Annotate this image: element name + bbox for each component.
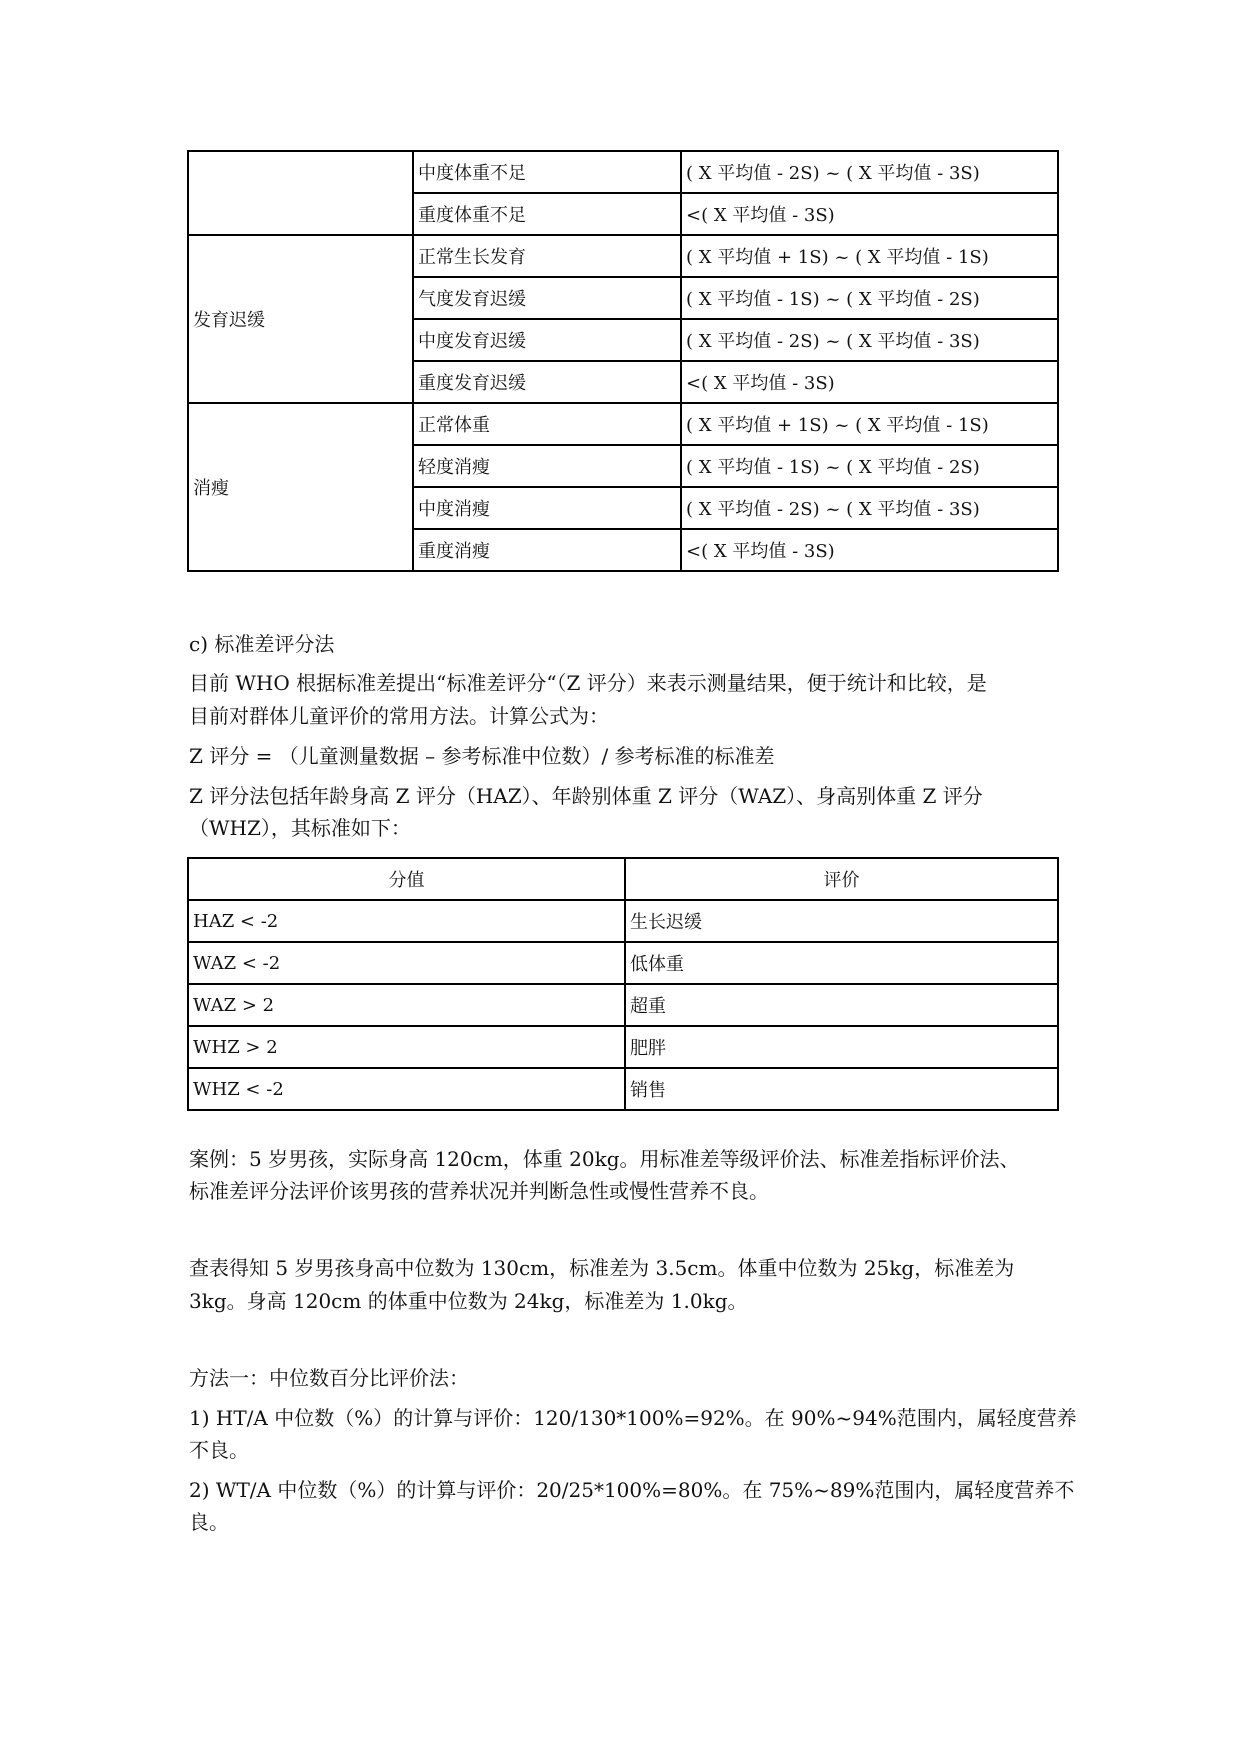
evaluation-cell: 销售 [625,1068,1058,1110]
evaluation-cell: 超重 [625,984,1058,1026]
score-cell: WAZ < -2 [188,942,625,984]
category-cell [188,151,413,235]
method1-item2-line2: 良。 [189,1510,229,1534]
case-line-2: 标准差评分法评价该男孩的营养状况并判断急性或慢性营养不良。 [189,1179,769,1203]
section-c-line-5: （WHZ），其标准如下： [189,816,411,840]
method1-item2-line1: 2) WT/A 中位数（%）的计算与评价：20/25*100%=80%。在 75%~89%范围内，属轻度营养不 [189,1478,1075,1502]
category-cell: 消瘦 [188,403,413,571]
level-cell: 重度消瘦 [413,529,681,571]
section-c-line-2: 目前对群体儿童评价的常用方法。计算公式为： [189,704,609,728]
level-cell: 中度消瘦 [413,487,681,529]
level-cell: 轻度消瘦 [413,445,681,487]
method1-item1-line2: 不良。 [189,1438,249,1462]
table-row [188,900,1058,942]
lookup-line-2: 3kg。身高 120cm 的体重中位数为 24kg，标准差为 1.0kg。 [189,1289,748,1313]
section-c-line-4: Z 评分法包括年龄身高 Z 评分（HAZ）、年龄别体重 Z 评分（WAZ）、身高别体重 Z 评分 [189,784,983,808]
range-cell: ( X 平均值 - 1S) ~ ( X 平均值 - 2S) [681,277,1058,319]
range-cell: ( X 平均值 - 1S) ~ ( X 平均值 - 2S) [681,445,1058,487]
range-cell: <( X 平均值 - 3S) [681,361,1058,403]
table-row [188,942,1058,984]
level-cell: 中度发育迟缓 [413,319,681,361]
table-row [188,1026,1058,1068]
range-cell: <( X 平均值 - 3S) [681,193,1058,235]
level-cell: 重度发育迟缓 [413,361,681,403]
table-row [188,235,1058,277]
table-row [188,151,1058,193]
method1-title: 方法一：中位数百分比评价法： [189,1366,469,1390]
z-score-table [187,857,1059,1111]
range-cell: ( X 平均值 - 2S) ~ ( X 平均值 - 3S) [681,487,1058,529]
score-cell: WAZ > 2 [188,984,625,1026]
level-cell: 中度体重不足 [413,151,681,193]
method1-item1-line1: 1) HT/A 中位数（%）的计算与评价：120/130*100%=92%。在 90%~94%范围内，属轻度营养 [189,1406,1077,1430]
range-cell: ( X 平均值 + 1S) ~ ( X 平均值 - 1S) [681,235,1058,277]
range-cell: ( X 平均值 - 2S) ~ ( X 平均值 - 3S) [681,151,1058,193]
score-cell: WHZ > 2 [188,1026,625,1068]
evaluation-cell: 低体重 [625,942,1058,984]
header-score: 分值 [188,858,625,900]
section-c-heading: c) 标准差评分法 [189,632,335,656]
standard-deviation-grade-table [187,150,1059,572]
range-cell: ( X 平均值 - 2S) ~ ( X 平均值 - 3S) [681,319,1058,361]
category-cell: 发育迟缓 [188,235,413,403]
evaluation-cell: 生长迟缓 [625,900,1058,942]
formula: Z 评分 = （儿童测量数据 – 参考标准中位数）/ 参考标准的标准差 [189,744,775,768]
header-evaluation: 评价 [625,858,1058,900]
table-row [188,403,1058,445]
score-cell: WHZ < -2 [188,1068,625,1110]
table-row [188,984,1058,1026]
table-row [188,1068,1058,1110]
evaluation-cell: 肥胖 [625,1026,1058,1068]
range-cell: ( X 平均值 + 1S) ~ ( X 平均值 - 1S) [681,403,1058,445]
section-c-line-1: 目前 WHO 根据标准差提出“标准差评分“（Z 评分）来表示测量结果，便于统计和比较，是 [189,671,987,695]
lookup-line-1: 查表得知 5 岁男孩身高中位数为 130cm，标准差为 3.5cm。体重中位数为 25kg，标准差为 [189,1256,1015,1280]
case-line-1: 案例：5 岁男孩，实际身高 120cm，体重 20kg。用标准差等级评价法、标准差指标评价法、 [189,1147,1020,1171]
level-cell: 正常生长发育 [413,235,681,277]
score-cell: HAZ < -2 [188,900,625,942]
level-cell: 正常体重 [413,403,681,445]
table-header-row [188,858,1058,900]
level-cell: 气度发育迟缓 [413,277,681,319]
range-cell: <( X 平均值 - 3S) [681,529,1058,571]
level-cell: 重度体重不足 [413,193,681,235]
